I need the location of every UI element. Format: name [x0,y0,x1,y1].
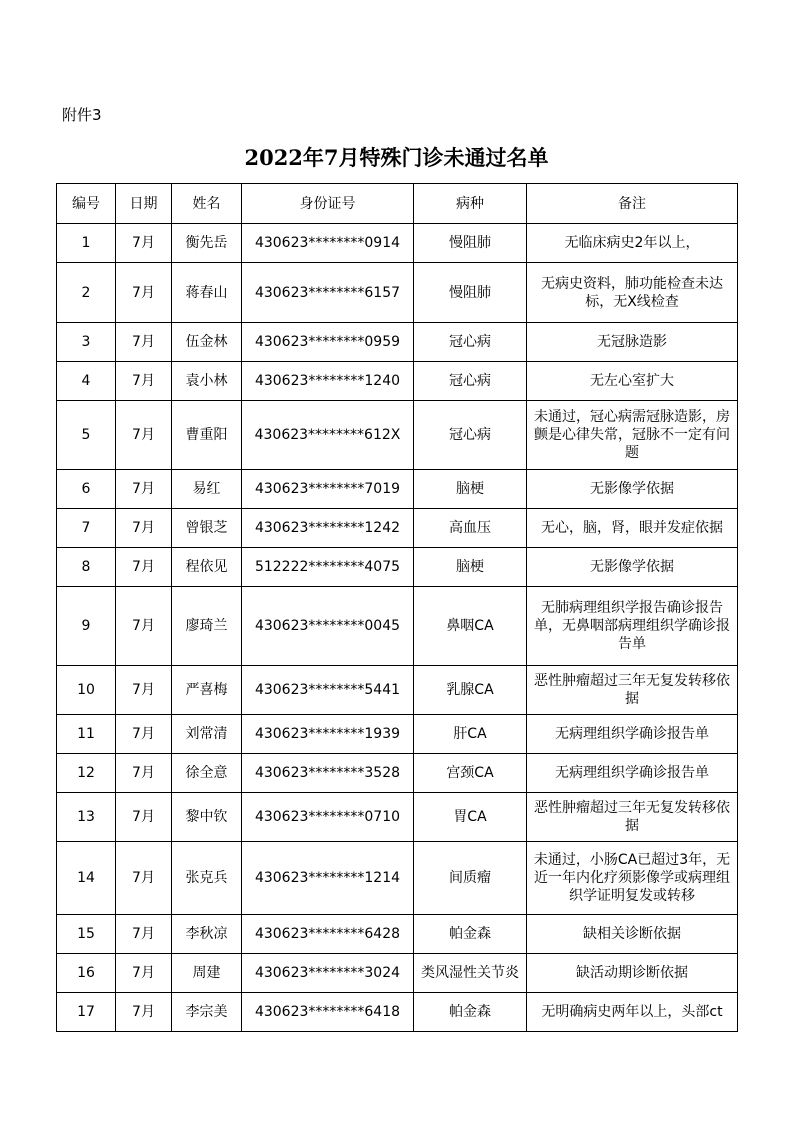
cell-id: 430623********1242 [242,509,414,548]
header-date: 日期 [116,184,172,224]
table-row [57,954,738,993]
cell-disease: 乳腺CA [414,666,527,715]
cell-name: 严喜梅 [172,666,242,715]
cell-name: 衡先岳 [172,224,242,263]
header-id: 身份证号 [242,184,414,224]
cell-note: 无病理组织学确诊报告单 [527,715,738,754]
cell-note: 未通过，小肠CA已超过3年，无近一年内化疗须影像学或病理组织学证明复发或转移 [527,842,738,915]
cell-name: 李宗美 [172,993,242,1032]
cell-disease: 慢阻肺 [414,263,527,323]
header-no: 编号 [57,184,116,224]
table-row [57,842,738,915]
cell-disease: 间质瘤 [414,842,527,915]
cell-date: 7月 [116,954,172,993]
cell-no: 8 [57,548,116,587]
table-row [57,470,738,509]
table-row [57,263,738,323]
cell-name: 廖琦兰 [172,587,242,666]
cell-name: 蒋春山 [172,263,242,323]
cell-no: 15 [57,915,116,954]
cell-id: 430623********3024 [242,954,414,993]
cell-id: 430623********6157 [242,263,414,323]
cell-no: 3 [57,323,116,362]
table-row [57,362,738,401]
cell-name: 易红 [172,470,242,509]
table-row [57,915,738,954]
cell-date: 7月 [116,793,172,842]
cell-note: 缺相关诊断依据 [527,915,738,954]
cell-date: 7月 [116,993,172,1032]
cell-no: 2 [57,263,116,323]
cell-no: 1 [57,224,116,263]
cell-name: 伍金林 [172,323,242,362]
table-row [57,666,738,715]
cell-id: 430623********1214 [242,842,414,915]
cell-disease: 肝CA [414,715,527,754]
table-row [57,754,738,793]
cell-name: 徐全意 [172,754,242,793]
cell-no: 4 [57,362,116,401]
cell-disease: 胃CA [414,793,527,842]
table-row [57,548,738,587]
table-row [57,993,738,1032]
cell-id: 430623********0710 [242,793,414,842]
cell-disease: 帕金森 [414,993,527,1032]
cell-date: 7月 [116,715,172,754]
cell-disease: 冠心病 [414,362,527,401]
cell-id: 512222********4075 [242,548,414,587]
table-row [57,323,738,362]
cell-name: 刘常清 [172,715,242,754]
cell-date: 7月 [116,362,172,401]
cell-note: 恶性肿瘤超过三年无复发转移依据 [527,666,738,715]
cell-note: 无肺病理组织学报告确诊报告单，无鼻咽部病理组织学确诊报告单 [527,587,738,666]
cell-disease: 冠心病 [414,323,527,362]
cell-date: 7月 [116,548,172,587]
header-disease: 病种 [414,184,527,224]
cell-name: 李秋凉 [172,915,242,954]
cell-disease: 脑梗 [414,548,527,587]
table-row [57,587,738,666]
cell-no: 12 [57,754,116,793]
cell-date: 7月 [116,587,172,666]
cell-date: 7月 [116,915,172,954]
cell-disease: 宫颈CA [414,754,527,793]
header-name: 姓名 [172,184,242,224]
cell-disease: 高血压 [414,509,527,548]
table-row [57,793,738,842]
cell-disease: 类风湿性关节炎 [414,954,527,993]
cell-date: 7月 [116,470,172,509]
table-row [57,509,738,548]
cell-name: 程依见 [172,548,242,587]
table-row [57,401,738,470]
cell-date: 7月 [116,263,172,323]
cell-disease: 慢阻肺 [414,224,527,263]
cell-date: 7月 [116,401,172,470]
table-row [57,224,738,263]
cell-disease: 冠心病 [414,401,527,470]
cell-id: 430623********5441 [242,666,414,715]
cell-note: 缺活动期诊断依据 [527,954,738,993]
cell-name: 张克兵 [172,842,242,915]
table-header-row [57,184,738,224]
rejection-table [56,183,738,1032]
cell-id: 430623********6418 [242,993,414,1032]
cell-disease: 鼻咽CA [414,587,527,666]
cell-id: 430623********0959 [242,323,414,362]
cell-no: 7 [57,509,116,548]
cell-id: 430623********1240 [242,362,414,401]
cell-note: 无病理组织学确诊报告单 [527,754,738,793]
cell-no: 11 [57,715,116,754]
cell-id: 430623********612X [242,401,414,470]
cell-note: 无病史资料，肺功能检查未达标，无X线检查 [527,263,738,323]
cell-no: 14 [57,842,116,915]
cell-note: 未通过，冠心病需冠脉造影，房颤是心律失常，冠脉不一定有问题 [527,401,738,470]
cell-name: 周建 [172,954,242,993]
cell-disease: 帕金森 [414,915,527,954]
header-note: 备注 [527,184,738,224]
cell-id: 430623********6428 [242,915,414,954]
cell-note: 无左心室扩大 [527,362,738,401]
cell-id: 430623********0045 [242,587,414,666]
cell-date: 7月 [116,666,172,715]
cell-note: 无临床病史2年以上， [527,224,738,263]
table-row [57,715,738,754]
cell-id: 430623********0914 [242,224,414,263]
cell-disease: 脑梗 [414,470,527,509]
cell-note: 无影像学依据 [527,470,738,509]
cell-note: 无影像学依据 [527,548,738,587]
cell-name: 曾银芝 [172,509,242,548]
attachment-label: 附件3 [62,106,102,124]
cell-id: 430623********7019 [242,470,414,509]
cell-name: 曹重阳 [172,401,242,470]
cell-no: 17 [57,993,116,1032]
cell-note: 无心，脑，肾，眼并发症依据 [527,509,738,548]
cell-note: 无明确病史两年以上，头部ct [527,993,738,1032]
cell-id: 430623********3528 [242,754,414,793]
cell-no: 13 [57,793,116,842]
cell-date: 7月 [116,509,172,548]
cell-no: 5 [57,401,116,470]
cell-name: 袁小林 [172,362,242,401]
cell-date: 7月 [116,224,172,263]
cell-date: 7月 [116,754,172,793]
page-title: 2022年7月特殊门诊未通过名单 [244,145,549,170]
cell-name: 黎中钦 [172,793,242,842]
cell-date: 7月 [116,842,172,915]
cell-no: 10 [57,666,116,715]
cell-no: 16 [57,954,116,993]
cell-date: 7月 [116,323,172,362]
cell-note: 恶性肿瘤超过三年无复发转移依据 [527,793,738,842]
cell-note: 无冠脉造影 [527,323,738,362]
cell-no: 9 [57,587,116,666]
cell-id: 430623********1939 [242,715,414,754]
cell-no: 6 [57,470,116,509]
